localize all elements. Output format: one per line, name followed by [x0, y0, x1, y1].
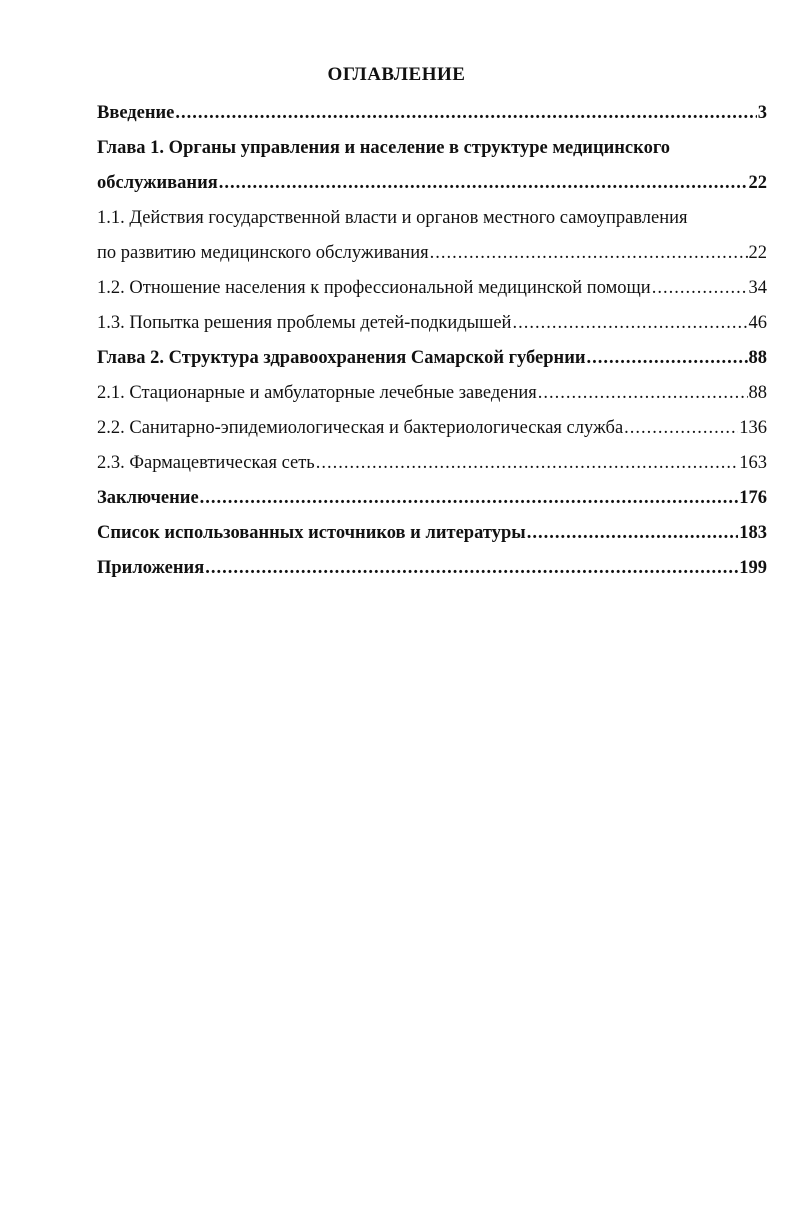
toc-entry-section-2-2[interactable]: [97, 411, 767, 446]
toc-page-number: 22: [748, 243, 767, 263]
toc-entry-label: 2.2. Санитарно-эпидемиологическая и бактериологическая служба: [97, 418, 624, 438]
toc-entry-chapter-1[interactable]: [97, 131, 767, 201]
toc-title: ОГЛАВЛЕНИЕ: [327, 64, 466, 85]
toc-dot-leader: [538, 376, 748, 411]
toc-entry-conclusion[interactable]: [97, 481, 767, 516]
toc-dot-leader: [652, 271, 748, 306]
toc-entry-label-continued: по развитию медицинского обслуживания: [97, 243, 429, 263]
toc-entry-label: Глава 2. Структура здравоохранения Самарской губернии: [97, 348, 586, 368]
toc-entry-label: Введение: [97, 103, 175, 123]
toc-entry-label: Приложения: [97, 558, 205, 578]
toc-entry-section-2-1[interactable]: [97, 376, 767, 411]
toc-page-number: 199: [739, 558, 767, 578]
toc-entry-label: 1.2. Отношение населения к профессиональной медицинской помощи: [97, 278, 651, 298]
toc-page-number: 88: [748, 383, 767, 403]
toc-entry-label: 1.1. Действия государственной власти и органов местного самоуправления: [97, 208, 688, 228]
toc-entry-introduction[interactable]: [97, 96, 767, 131]
toc-entry-label-continued: обслуживания: [97, 173, 218, 193]
table-of-contents: [97, 96, 767, 586]
toc-dot-leader: [175, 96, 756, 131]
toc-dot-leader: [316, 446, 739, 481]
toc-page-number: 46: [748, 313, 767, 333]
toc-entry-label: 1.3. Попытка решения проблемы детей-подкидышей: [97, 313, 512, 333]
toc-dot-leader: [219, 166, 748, 201]
toc-entry-section-2-3[interactable]: [97, 446, 767, 481]
toc-entry-section-1-2[interactable]: [97, 271, 767, 306]
toc-entry-bibliography[interactable]: [97, 516, 767, 551]
toc-page-number: 183: [739, 523, 767, 543]
toc-dot-leader: [205, 551, 738, 586]
toc-page-number: 88: [748, 348, 767, 368]
toc-dot-leader: [624, 411, 738, 446]
toc-entry-label: 2.1. Стационарные и амбулаторные лечебные заведения: [97, 383, 537, 403]
toc-page-number: 176: [739, 488, 767, 508]
toc-page-number: 34: [748, 278, 767, 298]
toc-dot-leader: [527, 516, 739, 551]
toc-entry-appendices[interactable]: [97, 551, 767, 586]
toc-page-number: 136: [739, 418, 767, 438]
toc-dot-leader: [200, 481, 739, 516]
toc-entry-chapter-2[interactable]: [97, 341, 767, 376]
toc-page-number: 3: [757, 103, 767, 123]
toc-entry-label: Список использованных источников и литературы: [97, 523, 526, 543]
toc-dot-leader: [587, 341, 748, 376]
toc-page-number: 163: [739, 453, 767, 473]
toc-page-number: 22: [748, 173, 767, 193]
toc-entry-section-1-3[interactable]: [97, 306, 767, 341]
toc-dot-leader: [512, 306, 747, 341]
toc-entry-label: 2.3. Фармацевтическая сеть: [97, 453, 315, 473]
toc-dot-leader: [430, 236, 748, 271]
toc-entry-label: Заключение: [97, 488, 199, 508]
toc-entry-section-1-1[interactable]: [97, 201, 767, 271]
toc-entry-label: Глава 1. Органы управления и население в структуре медицинского: [97, 138, 671, 158]
